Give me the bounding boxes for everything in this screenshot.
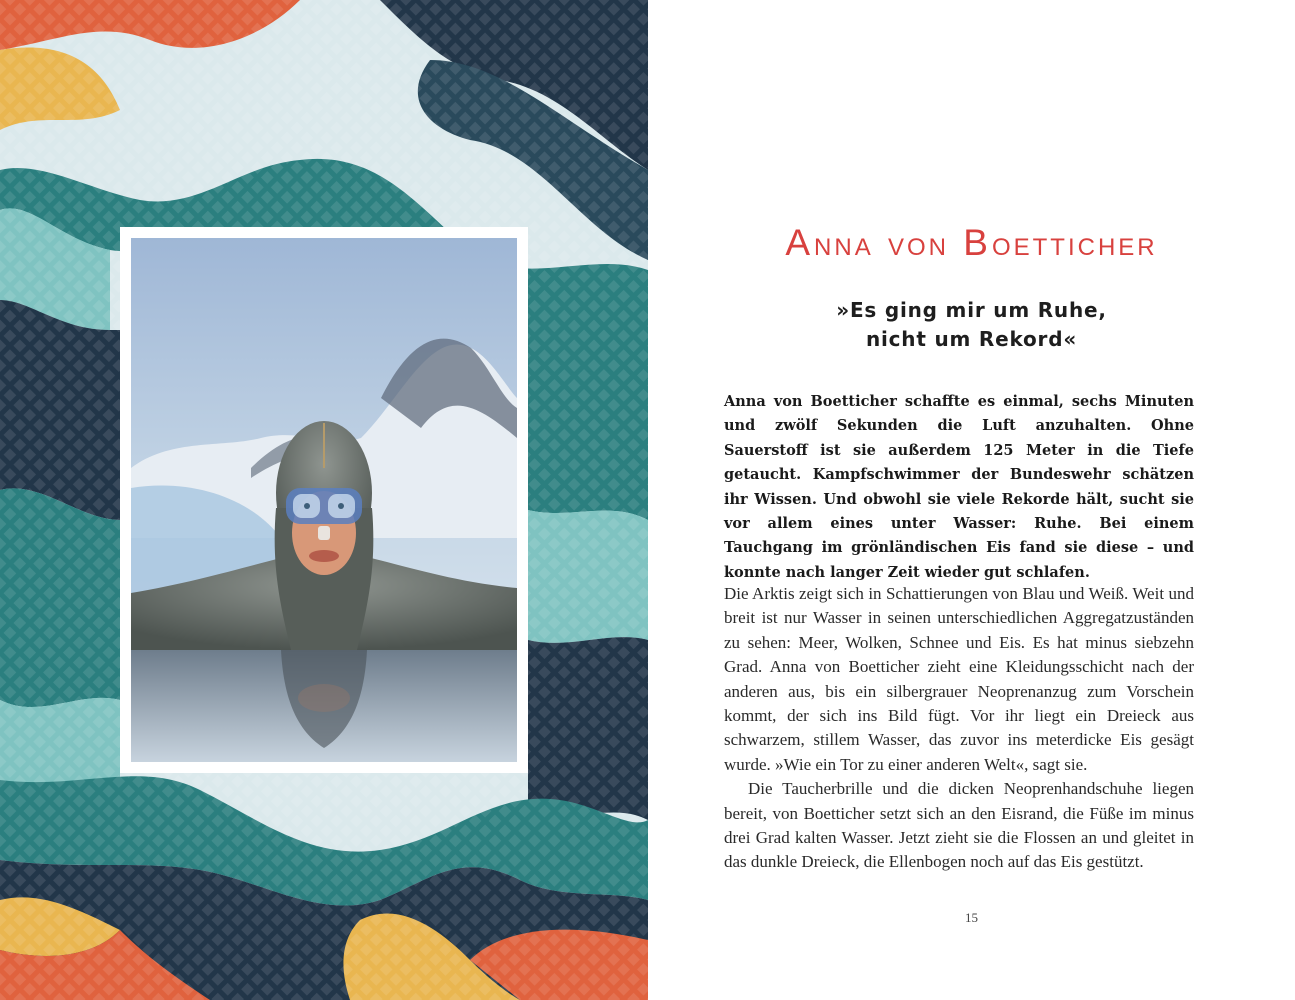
freediver-illustration: [131, 238, 517, 762]
body-paragraph-1: Die Arktis zeigt sich in Schattierungen von Blau und Weiß. Weit und breit ist nur Wasser in seinen unterschiedlichen Aggregatzuständen zu sehen: Meer, Wolken, Schnee und Eis. Es hat minus siebzehn Grad. Anna von Boetticher zieht eine Kleidungsschicht nach der anderen aus, bis ein silbergrauer Neoprenanzug zum Vorschein kommt, der sich ins Bild fügt. Vor ihr liegt ein Dreieck aus schwarzem, stillem Wasser, das zuvor ins meterdicke Eis gesägt wurde. »Wie ein Tor zu einer anderen Welt«, sagt sie.: [724, 584, 1194, 774]
photo-frame: [120, 227, 528, 773]
title-last-rest: OETTICHER: [991, 234, 1158, 261]
title-last-cap: B: [963, 222, 992, 263]
lead-paragraph: Anna von Boetticher schaffte es einmal, sechs Minuten und zwölf Sekunden die Luft anzuhalten. Ohne Sauerstoff ist sie außerdem 125 Meter in die Tiefe getaucht. Kampfschwimmer der Bundeswehr schätzen ihr Wissen. Und obwohl sie viele Rekorde hält, sucht sie vor allem eines unter Wasser: Ruhe. Bei einem Tauchgang im grönländischen Eis fand sie diese – und konnte nach langer Zeit wieder gut schlafen.: [724, 393, 1194, 581]
chapter-subtitle: [648, 296, 1295, 354]
chapter-title: [648, 222, 1295, 264]
title-first-rest: NNA: [814, 234, 874, 261]
title-first-cap: A: [785, 222, 815, 263]
subtitle-line-2: nicht um Rekord«: [865, 327, 1078, 351]
subtitle-line-1: »Es ging mir um Ruhe,: [836, 298, 1107, 322]
page-number: 15: [965, 910, 978, 925]
body-paragraph-2: Die Taucherbrille und die dicken Neoprenhandschuhe liegen bereit, von Boetticher setzt sich an den Eisrand, die Füße im minus drei Grad kalten Wasser. Jetzt zieht sie die Flossen an und gleitet in das dunkle Dreieck, die Ellenbogen noch auf das Eis gestützt.: [724, 779, 1194, 872]
title-von: VON: [887, 234, 949, 261]
body-text: [724, 582, 1194, 875]
freediver-photo: [131, 238, 517, 762]
right-page-text: [648, 0, 1295, 1000]
